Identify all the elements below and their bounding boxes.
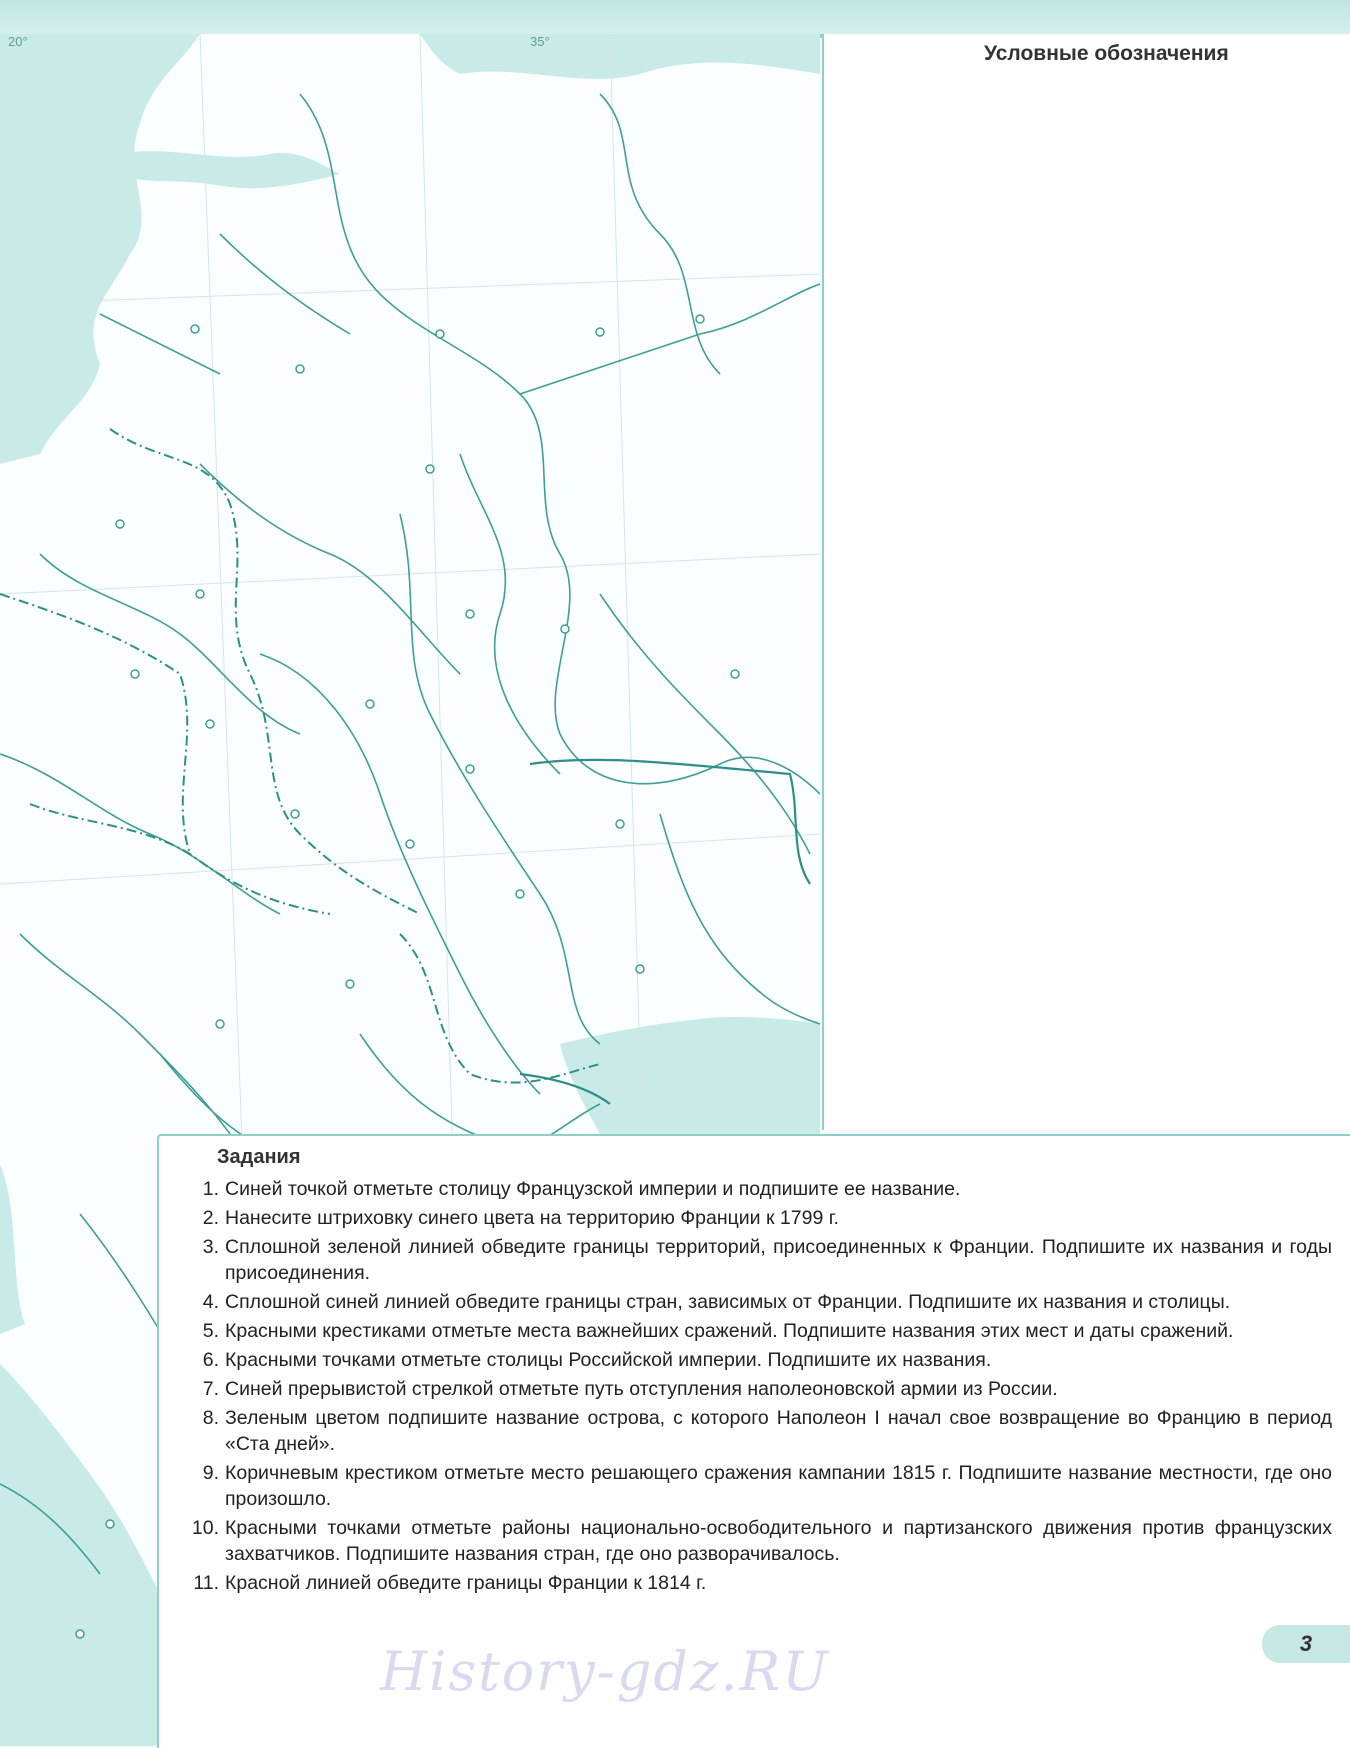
- task-item: [169, 1318, 1332, 1344]
- task-text: Сплошной зеленой линией обведите границы территорий, присоединенных к Франции. Подпишите их названия и годы присоединения.: [225, 1236, 1332, 1284]
- page-number: 3: [1262, 1625, 1350, 1663]
- task-number: 1.: [202, 1178, 219, 1200]
- task-number: 3.: [202, 1236, 219, 1258]
- task-number: 11.: [193, 1572, 219, 1594]
- task-text: Синей точкой отметьте столицу Французской империи и подпишите ее название.: [225, 1178, 961, 1200]
- meridian-label-20: 20°: [8, 34, 28, 49]
- meridian-label-35: 35°: [530, 34, 550, 49]
- tasks-title: Задания: [217, 1146, 301, 1168]
- legend-title: Условные обозначения: [984, 42, 1229, 65]
- task-text: Красной линией обведите границы Франции к 1814 г.: [225, 1572, 707, 1594]
- task-text: Сплошной синей линией обведите границы стран, зависимых от Франции. Подпишите их названия и столицы.: [225, 1291, 1231, 1313]
- task-text: Коричневым крестиком отметьте место решающего сражения кампании 1815 г. Подпишите название местности, где оно произошло.: [225, 1462, 1332, 1510]
- task-text: Красными точками отметьте районы национально-освободительного и партизанского движения против французских захватчиков. Подпишите названия стран, где оно разворачивалось.: [225, 1517, 1332, 1565]
- task-text: Синей прерывистой стрелкой отметьте путь отступления наполеоновской армии из России.: [225, 1378, 1058, 1400]
- task-text: Красными точками отметьте столицы Российской империи. Подпишите их названия.: [225, 1349, 992, 1371]
- task-item: [169, 1289, 1332, 1315]
- task-number: 9.: [202, 1462, 219, 1484]
- task-number: 5.: [202, 1320, 219, 1342]
- task-number: 10.: [191, 1517, 219, 1539]
- task-item: [169, 1570, 1332, 1596]
- task-text: Красными крестиками отметьте места важнейших сражений. Подпишите названия этих мест и даты сражений.: [225, 1320, 1234, 1342]
- task-item: [169, 1376, 1332, 1402]
- task-item: [169, 1234, 1332, 1286]
- task-item: [169, 1347, 1332, 1373]
- task-item: [169, 1205, 1332, 1231]
- task-text: Нанесите штриховку синего цвета на территорию Франции к 1799 г.: [225, 1207, 839, 1229]
- task-number: 8.: [202, 1407, 219, 1429]
- task-item: [169, 1460, 1332, 1512]
- watermark: History-gdz.RU: [380, 1640, 830, 1703]
- top-strip: [0, 0, 1350, 38]
- task-number: 4.: [202, 1291, 219, 1313]
- task-number: 7.: [202, 1378, 219, 1400]
- task-text: Зеленым цветом подпишите название острова, с которого Наполеон I начал свое возвращение во Францию в период «Ста дней».: [225, 1407, 1332, 1455]
- task-item: [169, 1176, 1332, 1202]
- task-item: [169, 1405, 1332, 1457]
- task-list: [169, 1176, 1332, 1599]
- legend-panel: [822, 34, 1350, 1130]
- task-item: [169, 1515, 1332, 1567]
- task-number: 6.: [202, 1349, 219, 1371]
- task-number: 2.: [202, 1207, 219, 1229]
